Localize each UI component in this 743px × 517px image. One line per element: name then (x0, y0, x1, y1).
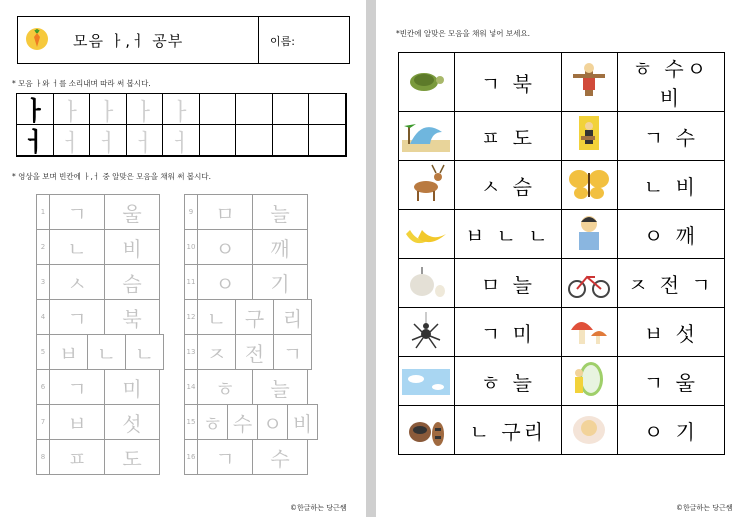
boy-icon (561, 210, 617, 259)
syllable-box[interactable]: 비 (104, 229, 160, 265)
picture-word-row (399, 53, 725, 112)
word-grid-row (184, 299, 311, 335)
row-number: 8 (36, 439, 50, 475)
instruction-trace: * 모음 ㅏ와 ㅓ를 소리내며 따라 써 봅시다. (12, 79, 151, 88)
syllable-box[interactable]: 늘 (252, 369, 308, 405)
word-blank-cell[interactable]: ㅂ 섯 (617, 308, 724, 357)
word-grid-row (184, 194, 307, 230)
syllable-box[interactable]: 리 (273, 299, 312, 335)
singer-icon (561, 112, 617, 161)
row-number: 4 (36, 299, 50, 335)
spider-icon (399, 308, 455, 357)
word-grid-row (36, 334, 163, 370)
footer-right: ©한글하는 당근쌤 (676, 504, 733, 512)
syllable-box[interactable]: ㅂ (49, 404, 105, 440)
row-number: 5 (36, 334, 50, 370)
bicycle-icon (561, 259, 617, 308)
word-grid-row (36, 439, 159, 475)
word-grid-row (184, 264, 307, 300)
row-number: 11 (184, 264, 198, 300)
syllable-box[interactable]: 북 (104, 299, 160, 335)
trace-cell (236, 125, 273, 156)
row-number: 14 (184, 369, 198, 405)
baby-icon (561, 406, 617, 455)
syllable-box[interactable]: 도 (104, 439, 160, 475)
word-blank-cell[interactable]: ㅎ 수ㅇ 비 (617, 53, 724, 112)
syllable-box[interactable]: ㄱ (49, 194, 105, 230)
trace-cell: ㅏ (54, 94, 91, 125)
sky-icon (399, 357, 455, 406)
trace-cell: ㅏ (90, 94, 127, 125)
carrot-logo-icon (26, 28, 48, 50)
deer-icon (399, 161, 455, 210)
word-grid-row (36, 369, 159, 405)
trace-cell (200, 125, 237, 156)
word-grid-row (184, 404, 317, 440)
syllable-box[interactable]: 수 (252, 439, 308, 475)
trace-cell: ㅏ (127, 94, 164, 125)
syllable-box[interactable]: 구 (235, 299, 274, 335)
syllable-box[interactable]: ㅎ (197, 404, 228, 440)
trace-grid (16, 93, 347, 157)
name-label: 이름: (270, 35, 295, 48)
syllable-box[interactable]: 깨 (252, 229, 308, 265)
word-grid-row (184, 369, 307, 405)
trace-model-cell: ㅓ (17, 125, 54, 156)
word-grid-row (36, 194, 159, 230)
trace-cell (309, 125, 346, 156)
footer-left: ©한글하는 당근쌤 (290, 504, 347, 512)
picture-word-row (399, 308, 725, 357)
trace-cell: ㅓ (127, 125, 164, 156)
row-number: 3 (36, 264, 50, 300)
word-blank-cell[interactable]: ㅇ 기 (617, 406, 724, 455)
word-blank-cell[interactable]: ㅁ 늘 (454, 259, 561, 308)
row-number: 1 (36, 194, 50, 230)
row-number: 12 (184, 299, 198, 335)
syllable-box[interactable]: ㅇ (197, 229, 253, 265)
syllable-box[interactable]: ㄴ (87, 334, 126, 370)
trace-model-cell: ㅏ (17, 94, 54, 125)
picture-word-row (399, 406, 725, 455)
word-grid-row (36, 299, 159, 335)
syllable-box[interactable]: ㅅ (49, 264, 105, 300)
syllable-box[interactable]: ㅇ (197, 264, 253, 300)
word-blank-cell[interactable]: ㅈ 전 ㄱ (617, 259, 724, 308)
word-blank-cell[interactable]: ㅇ 깨 (617, 210, 724, 259)
word-grid-row (36, 264, 159, 300)
banana-icon (399, 210, 455, 259)
picture-word-row (399, 161, 725, 210)
trace-cell (236, 94, 273, 125)
row-number: 15 (184, 404, 198, 440)
garlic-icon (399, 259, 455, 308)
title-divider (258, 17, 259, 63)
trace-cell: ㅓ (54, 125, 91, 156)
syllable-box[interactable]: ㄱ (273, 334, 312, 370)
wave-icon (399, 112, 455, 161)
instruction-right: *빈칸에 알맞은 모음을 채워 넣어 보세요. (396, 29, 530, 38)
trace-cell: ㅓ (90, 125, 127, 156)
row-number: 16 (184, 439, 198, 475)
picture-word-row (399, 357, 725, 406)
row-number: 10 (184, 229, 198, 265)
syllable-box[interactable]: ㅍ (49, 439, 105, 475)
syllable-box[interactable]: ㅂ (49, 334, 88, 370)
row-number: 9 (184, 194, 198, 230)
row-number: 2 (36, 229, 50, 265)
word-blank-cell[interactable]: ㄱ 수 (617, 112, 724, 161)
trace-cell (200, 94, 237, 125)
word-grid-row (184, 439, 307, 475)
trace-cell (273, 125, 310, 156)
syllable-box[interactable]: ㅁ (197, 194, 253, 230)
syllable-box[interactable]: 전 (235, 334, 274, 370)
syllable-box[interactable]: 슴 (104, 264, 160, 300)
picture-word-row (399, 259, 725, 308)
word-blank-cell[interactable]: ㄱ 북 (454, 53, 561, 112)
picture-word-table (398, 52, 725, 455)
mirror-icon (561, 357, 617, 406)
syllable-box[interactable]: ㄴ (197, 299, 236, 335)
word-blank-cell[interactable]: ㄴ 구리 (454, 406, 561, 455)
mushroom-icon (561, 308, 617, 357)
syllable-box[interactable]: 늘 (252, 194, 308, 230)
syllable-box[interactable]: 울 (104, 194, 160, 230)
scarecrow-icon (561, 53, 617, 112)
syllable-box[interactable]: ㄴ (125, 334, 164, 370)
instruction-fill: * 영상을 보며 빈칸에 ㅏ,ㅓ 중 알맞은 모음을 채워 써 봅시다. (12, 172, 211, 181)
syllable-box[interactable]: 섯 (104, 404, 160, 440)
word-blank-cell[interactable]: ㅎ 늘 (454, 357, 561, 406)
word-grid-row (184, 334, 311, 370)
word-grid-row (36, 404, 159, 440)
trace-cell (273, 94, 310, 125)
trace-cell: ㅏ (163, 94, 200, 125)
page-title: 모음 ㅏ,ㅓ 공부 (73, 32, 184, 50)
row-number: 7 (36, 404, 50, 440)
trace-cell: ㅓ (163, 125, 200, 156)
syllable-box[interactable]: ㅎ (197, 369, 253, 405)
syllable-box[interactable]: ㅈ (197, 334, 236, 370)
picture-word-row (399, 210, 725, 259)
syllable-box[interactable]: 미 (104, 369, 160, 405)
syllable-box[interactable]: ㄱ (49, 369, 105, 405)
butterfly-icon (561, 161, 617, 210)
row-number: 13 (184, 334, 198, 370)
page-gutter (366, 0, 376, 517)
row-number: 6 (36, 369, 50, 405)
word-blank-cell[interactable]: ㄴ 비 (617, 161, 724, 210)
word-grid-row (184, 229, 307, 265)
word-blank-cell[interactable]: ㅅ 슴 (454, 161, 561, 210)
syllable-box[interactable]: 기 (252, 264, 308, 300)
syllable-box[interactable]: ㄴ (49, 229, 105, 265)
word-grid-row (36, 229, 159, 265)
trace-cell (309, 94, 346, 125)
word-blank-cell[interactable]: ㅍ 도 (454, 112, 561, 161)
word-blank-cell[interactable]: ㄱ 울 (617, 357, 724, 406)
syllable-box[interactable]: ㅇ (257, 404, 288, 440)
word-blank-cell[interactable]: ㅂ ㄴ ㄴ (454, 210, 561, 259)
syllable-box[interactable]: ㄱ (49, 299, 105, 335)
syllable-box[interactable]: 비 (287, 404, 318, 440)
picture-word-row (399, 112, 725, 161)
turtle-icon (399, 53, 455, 112)
word-blank-cell[interactable]: ㄱ 미 (454, 308, 561, 357)
title-box (17, 16, 350, 64)
syllable-box[interactable]: 수 (227, 404, 258, 440)
raccoon-icon (399, 406, 455, 455)
syllable-box[interactable]: ㄱ (197, 439, 253, 475)
